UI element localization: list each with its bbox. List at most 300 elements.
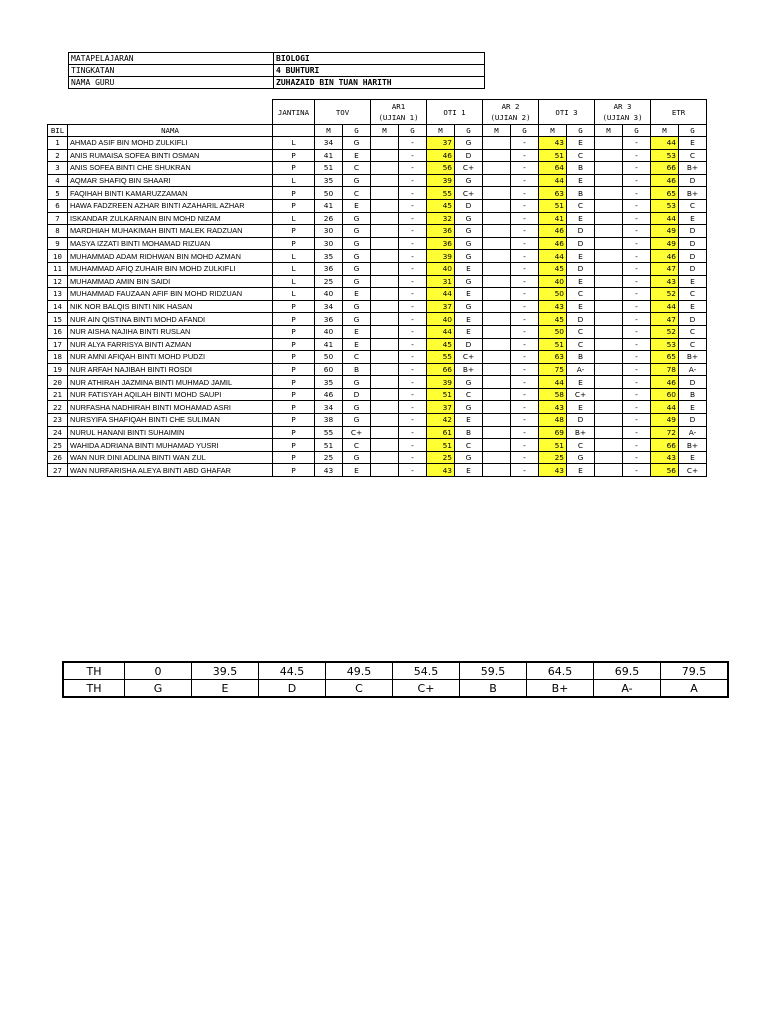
etr-grade[interactable]: B xyxy=(679,388,707,401)
etr-mark[interactable]: 44 xyxy=(651,212,679,225)
ar1-grade[interactable]: - xyxy=(399,237,427,250)
ar2-grade[interactable]: - xyxy=(511,199,539,212)
grade-letter-cell[interactable]: G xyxy=(125,680,192,698)
oti1-grade[interactable]: E xyxy=(455,262,483,275)
ar2-grade[interactable]: - xyxy=(511,237,539,250)
ar3-grade[interactable]: - xyxy=(623,275,651,288)
ar2-mark[interactable] xyxy=(483,439,511,452)
ar3-mark[interactable] xyxy=(595,426,623,439)
etr-grade[interactable]: D xyxy=(679,414,707,427)
etr-grade[interactable]: B+ xyxy=(679,439,707,452)
tov-mark[interactable]: 43 xyxy=(315,464,343,477)
tov-grade[interactable]: G xyxy=(343,313,371,326)
oti3-grade[interactable]: E xyxy=(567,137,595,150)
etr-grade[interactable]: D xyxy=(679,250,707,263)
ar3-mark[interactable] xyxy=(595,149,623,162)
gender-cell[interactable]: P xyxy=(273,426,315,439)
ar3-mark[interactable] xyxy=(595,376,623,389)
tov-grade[interactable]: C xyxy=(343,351,371,364)
student-name[interactable]: ISKANDAR ZULKARNAIN BIN MOHD NIZAM xyxy=(68,212,273,225)
etr-grade[interactable]: E xyxy=(679,451,707,464)
gender-cell[interactable]: P xyxy=(273,388,315,401)
row-number[interactable]: 18 xyxy=(48,351,68,364)
row-number[interactable]: 3 xyxy=(48,162,68,175)
tov-mark[interactable]: 50 xyxy=(315,187,343,200)
grade-threshold-cell[interactable]: 44.5 xyxy=(259,662,326,680)
gender-cell[interactable]: L xyxy=(273,262,315,275)
oti3-mark[interactable]: 43 xyxy=(539,401,567,414)
ar2-grade[interactable]: - xyxy=(511,250,539,263)
row-number[interactable]: 9 xyxy=(48,237,68,250)
ar3-mark[interactable] xyxy=(595,237,623,250)
student-name[interactable]: NURUL HANANI BINTI SUHAIMIN xyxy=(68,426,273,439)
tov-grade[interactable]: G xyxy=(343,212,371,225)
ar3-grade[interactable]: - xyxy=(623,414,651,427)
ar3-mark[interactable] xyxy=(595,137,623,150)
grade-threshold-cell[interactable]: 39.5 xyxy=(192,662,259,680)
oti1-mark[interactable]: 36 xyxy=(427,225,455,238)
student-name[interactable]: NURFASHA NADHIRAH BINTI MOHAMAD ASRI xyxy=(68,401,273,414)
gender-cell[interactable]: L xyxy=(273,288,315,301)
etr-mark[interactable]: 44 xyxy=(651,137,679,150)
ar2-mark[interactable] xyxy=(483,275,511,288)
ar2-grade[interactable]: - xyxy=(511,363,539,376)
oti3-grade[interactable]: E xyxy=(567,250,595,263)
student-name[interactable]: HAWA FADZREEN AZHAR BINTI AZAHARIL AZHAR xyxy=(68,199,273,212)
student-name[interactable]: MUHAMMAD AFIQ ZUHAIR BIN MOHD ZULKIFLI xyxy=(68,262,273,275)
oti3-grade[interactable]: B xyxy=(567,351,595,364)
gender-cell[interactable]: P xyxy=(273,363,315,376)
ar1-mark[interactable] xyxy=(371,262,399,275)
etr-grade[interactable]: E xyxy=(679,300,707,313)
etr-grade[interactable]: C xyxy=(679,338,707,351)
tov-grade[interactable]: G xyxy=(343,237,371,250)
tov-mark[interactable]: 51 xyxy=(315,439,343,452)
tov-grade[interactable]: E xyxy=(343,288,371,301)
gender-cell[interactable]: P xyxy=(273,162,315,175)
oti3-mark[interactable]: 45 xyxy=(539,262,567,275)
gender-cell[interactable]: P xyxy=(273,325,315,338)
oti1-mark[interactable]: 37 xyxy=(427,401,455,414)
ar1-mark[interactable] xyxy=(371,363,399,376)
tov-mark[interactable]: 30 xyxy=(315,225,343,238)
ar1-grade[interactable]: - xyxy=(399,187,427,200)
subject-value[interactable]: BIOLOGI xyxy=(274,53,485,65)
teacher-value[interactable]: ZUHAZAID BIN TUAN HARITH xyxy=(274,77,485,89)
ar3-grade[interactable]: - xyxy=(623,451,651,464)
ar2-grade[interactable]: - xyxy=(511,325,539,338)
ar1-mark[interactable] xyxy=(371,225,399,238)
grade-threshold-cell[interactable]: 69.5 xyxy=(594,662,661,680)
gender-cell[interactable]: P xyxy=(273,414,315,427)
ar2-mark[interactable] xyxy=(483,174,511,187)
gender-cell[interactable]: P xyxy=(273,351,315,364)
ar1-mark[interactable] xyxy=(371,451,399,464)
ar3-mark[interactable] xyxy=(595,338,623,351)
ar1-grade[interactable]: - xyxy=(399,338,427,351)
row-number[interactable]: 20 xyxy=(48,376,68,389)
ar2-grade[interactable]: - xyxy=(511,401,539,414)
ar3-grade[interactable]: - xyxy=(623,363,651,376)
oti3-grade[interactable]: C xyxy=(567,325,595,338)
row-number[interactable]: 15 xyxy=(48,313,68,326)
oti1-mark[interactable]: 55 xyxy=(427,351,455,364)
row-number[interactable]: 2 xyxy=(48,149,68,162)
grade-threshold-cell[interactable]: 54.5 xyxy=(393,662,460,680)
oti3-mark[interactable]: 50 xyxy=(539,325,567,338)
ar1-grade[interactable]: - xyxy=(399,162,427,175)
student-name[interactable]: MUHAMMAD ADAM RIDHWAN BIN MOHD AZMAN xyxy=(68,250,273,263)
ar3-mark[interactable] xyxy=(595,199,623,212)
ar1-grade[interactable]: - xyxy=(399,451,427,464)
gender-cell[interactable]: L xyxy=(273,275,315,288)
oti3-mark[interactable]: 64 xyxy=(539,162,567,175)
row-number[interactable]: 16 xyxy=(48,325,68,338)
ar2-grade[interactable]: - xyxy=(511,313,539,326)
tov-grade[interactable]: B xyxy=(343,363,371,376)
gender-cell[interactable]: P xyxy=(273,225,315,238)
grade-letter-cell[interactable]: C xyxy=(326,680,393,698)
ar1-mark[interactable] xyxy=(371,174,399,187)
tov-grade[interactable]: G xyxy=(343,414,371,427)
gender-cell[interactable]: P xyxy=(273,338,315,351)
tov-mark[interactable]: 30 xyxy=(315,237,343,250)
ar1-mark[interactable] xyxy=(371,401,399,414)
grade-letter-cell[interactable]: TH xyxy=(63,680,125,698)
row-number[interactable]: 23 xyxy=(48,414,68,427)
row-number[interactable]: 5 xyxy=(48,187,68,200)
ar3-mark[interactable] xyxy=(595,225,623,238)
oti1-mark[interactable]: 37 xyxy=(427,300,455,313)
oti3-mark[interactable]: 45 xyxy=(539,313,567,326)
ar1-mark[interactable] xyxy=(371,388,399,401)
etr-grade[interactable]: B+ xyxy=(679,187,707,200)
ar3-grade[interactable]: - xyxy=(623,187,651,200)
tov-mark[interactable]: 46 xyxy=(315,388,343,401)
ar2-grade[interactable]: - xyxy=(511,212,539,225)
oti1-mark[interactable]: 43 xyxy=(427,464,455,477)
tov-grade[interactable]: G xyxy=(343,250,371,263)
gender-cell[interactable]: P xyxy=(273,149,315,162)
ar1-grade[interactable]: - xyxy=(399,212,427,225)
tov-grade[interactable]: G xyxy=(343,225,371,238)
gender-cell[interactable]: P xyxy=(273,199,315,212)
gender-cell[interactable]: P xyxy=(273,237,315,250)
etr-mark[interactable]: 46 xyxy=(651,376,679,389)
row-number[interactable]: 14 xyxy=(48,300,68,313)
student-name[interactable]: WAN NURFARISHA ALEYA BINTI ABD GHAFAR xyxy=(68,464,273,477)
ar3-mark[interactable] xyxy=(595,464,623,477)
oti3-grade[interactable]: D xyxy=(567,237,595,250)
oti1-mark[interactable]: 36 xyxy=(427,237,455,250)
tov-mark[interactable]: 35 xyxy=(315,250,343,263)
oti1-grade[interactable]: G xyxy=(455,225,483,238)
ar1-grade[interactable]: - xyxy=(399,464,427,477)
oti1-mark[interactable]: 40 xyxy=(427,262,455,275)
oti1-grade[interactable]: B xyxy=(455,426,483,439)
ar3-grade[interactable]: - xyxy=(623,174,651,187)
etr-grade[interactable]: C xyxy=(679,149,707,162)
oti3-mark[interactable]: 48 xyxy=(539,414,567,427)
ar1-mark[interactable] xyxy=(371,313,399,326)
row-number[interactable]: 26 xyxy=(48,451,68,464)
row-number[interactable]: 10 xyxy=(48,250,68,263)
tov-grade[interactable]: G xyxy=(343,174,371,187)
grade-letter-cell[interactable]: B xyxy=(460,680,527,698)
ar2-grade[interactable]: - xyxy=(511,414,539,427)
etr-grade[interactable]: C+ xyxy=(679,464,707,477)
oti1-mark[interactable]: 31 xyxy=(427,275,455,288)
gender-cell[interactable]: P xyxy=(273,300,315,313)
oti1-mark[interactable]: 25 xyxy=(427,451,455,464)
etr-grade[interactable]: D xyxy=(679,174,707,187)
ar2-grade[interactable]: - xyxy=(511,388,539,401)
student-name[interactable]: AHMAD ASIF BIN MOHD ZULKIFLI xyxy=(68,137,273,150)
grade-threshold-cell[interactable]: 49.5 xyxy=(326,662,393,680)
ar2-grade[interactable]: - xyxy=(511,174,539,187)
student-name[interactable]: WAHIDA ADRIANA BINTI MUHAMAD YUSRI xyxy=(68,439,273,452)
oti1-mark[interactable]: 39 xyxy=(427,174,455,187)
oti3-grade[interactable]: E xyxy=(567,275,595,288)
row-number[interactable]: 4 xyxy=(48,174,68,187)
ar1-grade[interactable]: - xyxy=(399,149,427,162)
tov-grade[interactable]: C xyxy=(343,162,371,175)
ar2-mark[interactable] xyxy=(483,351,511,364)
oti3-grade[interactable]: D xyxy=(567,225,595,238)
ar1-mark[interactable] xyxy=(371,351,399,364)
grade-letter-cell[interactable]: D xyxy=(259,680,326,698)
ar3-mark[interactable] xyxy=(595,288,623,301)
student-name[interactable]: NUR ARFAH NAJIBAH BINTI ROSDI xyxy=(68,363,273,376)
oti3-grade[interactable]: E xyxy=(567,174,595,187)
oti3-mark[interactable]: 44 xyxy=(539,250,567,263)
ar3-grade[interactable]: - xyxy=(623,262,651,275)
student-name[interactable]: NUR ALYA FARRISYA BINTI AZMAN xyxy=(68,338,273,351)
tov-grade[interactable]: G xyxy=(343,300,371,313)
oti1-grade[interactable]: D xyxy=(455,338,483,351)
oti3-mark[interactable]: 51 xyxy=(539,439,567,452)
ar1-mark[interactable] xyxy=(371,300,399,313)
oti1-grade[interactable]: D xyxy=(455,199,483,212)
tov-grade[interactable]: C xyxy=(343,439,371,452)
tov-grade[interactable]: G xyxy=(343,137,371,150)
ar2-mark[interactable] xyxy=(483,388,511,401)
grade-letter-cell[interactable]: E xyxy=(192,680,259,698)
row-number[interactable]: 7 xyxy=(48,212,68,225)
etr-mark[interactable]: 49 xyxy=(651,237,679,250)
ar2-grade[interactable]: - xyxy=(511,149,539,162)
gender-cell[interactable]: L xyxy=(273,174,315,187)
oti1-grade[interactable]: G xyxy=(455,376,483,389)
ar2-grade[interactable]: - xyxy=(511,376,539,389)
tov-grade[interactable]: E xyxy=(343,464,371,477)
etr-mark[interactable]: 66 xyxy=(651,162,679,175)
etr-grade[interactable]: D xyxy=(679,313,707,326)
gender-cell[interactable]: P xyxy=(273,439,315,452)
ar1-grade[interactable]: - xyxy=(399,199,427,212)
oti3-mark[interactable]: 44 xyxy=(539,174,567,187)
ar3-grade[interactable]: - xyxy=(623,300,651,313)
etr-mark[interactable]: 56 xyxy=(651,464,679,477)
oti3-grade[interactable]: B+ xyxy=(567,426,595,439)
ar3-mark[interactable] xyxy=(595,212,623,225)
ar2-mark[interactable] xyxy=(483,313,511,326)
ar3-grade[interactable]: - xyxy=(623,137,651,150)
ar2-grade[interactable]: - xyxy=(511,162,539,175)
ar1-grade[interactable]: - xyxy=(399,288,427,301)
tov-mark[interactable]: 34 xyxy=(315,300,343,313)
ar1-grade[interactable]: - xyxy=(399,414,427,427)
gender-cell[interactable]: P xyxy=(273,464,315,477)
oti3-grade[interactable]: E xyxy=(567,376,595,389)
ar2-grade[interactable]: - xyxy=(511,262,539,275)
etr-mark[interactable]: 53 xyxy=(651,199,679,212)
ar1-grade[interactable]: - xyxy=(399,137,427,150)
oti3-mark[interactable]: 75 xyxy=(539,363,567,376)
oti1-grade[interactable]: E xyxy=(455,325,483,338)
oti1-mark[interactable]: 56 xyxy=(427,162,455,175)
etr-mark[interactable]: 43 xyxy=(651,275,679,288)
tov-mark[interactable]: 51 xyxy=(315,162,343,175)
ar2-grade[interactable]: - xyxy=(511,426,539,439)
ar3-grade[interactable]: - xyxy=(623,351,651,364)
oti1-mark[interactable]: 44 xyxy=(427,288,455,301)
oti3-grade[interactable]: C xyxy=(567,338,595,351)
ar1-mark[interactable] xyxy=(371,325,399,338)
ar3-grade[interactable]: - xyxy=(623,376,651,389)
tov-mark[interactable]: 35 xyxy=(315,376,343,389)
ar2-grade[interactable]: - xyxy=(511,288,539,301)
row-number[interactable]: 17 xyxy=(48,338,68,351)
ar1-mark[interactable] xyxy=(371,149,399,162)
ar1-grade[interactable]: - xyxy=(399,174,427,187)
student-name[interactable]: NIK NOR BALQIS BINTI NIK HASAN xyxy=(68,300,273,313)
tov-mark[interactable]: 26 xyxy=(315,212,343,225)
oti1-mark[interactable]: 37 xyxy=(427,137,455,150)
etr-grade[interactable]: D xyxy=(679,376,707,389)
tov-mark[interactable]: 50 xyxy=(315,351,343,364)
ar2-mark[interactable] xyxy=(483,137,511,150)
etr-grade[interactable]: D xyxy=(679,262,707,275)
oti1-grade[interactable]: G xyxy=(455,451,483,464)
student-name[interactable]: FAQIHAH BINTI KAMARUZZAMAN xyxy=(68,187,273,200)
oti1-grade[interactable]: B+ xyxy=(455,363,483,376)
oti3-grade[interactable]: E xyxy=(567,212,595,225)
ar3-mark[interactable] xyxy=(595,174,623,187)
oti1-grade[interactable]: C+ xyxy=(455,162,483,175)
ar2-mark[interactable] xyxy=(483,225,511,238)
ar1-grade[interactable]: - xyxy=(399,351,427,364)
student-name[interactable]: MASYA IZZATI BINTI MOHAMAD RIZUAN xyxy=(68,237,273,250)
ar3-mark[interactable] xyxy=(595,313,623,326)
oti1-mark[interactable]: 46 xyxy=(427,149,455,162)
tov-mark[interactable]: 40 xyxy=(315,325,343,338)
etr-mark[interactable]: 60 xyxy=(651,388,679,401)
ar1-mark[interactable] xyxy=(371,338,399,351)
ar1-mark[interactable] xyxy=(371,464,399,477)
ar2-grade[interactable]: - xyxy=(511,225,539,238)
tov-grade[interactable]: D xyxy=(343,388,371,401)
oti3-grade[interactable]: B xyxy=(567,162,595,175)
ar3-grade[interactable]: - xyxy=(623,250,651,263)
student-name[interactable]: AQMAR SHAFIQ BIN SHAARI xyxy=(68,174,273,187)
tov-mark[interactable]: 34 xyxy=(315,401,343,414)
student-name[interactable]: NUR AIN QISTINA BINTI MOHD AFANDI xyxy=(68,313,273,326)
oti1-mark[interactable]: 66 xyxy=(427,363,455,376)
ar2-grade[interactable]: - xyxy=(511,275,539,288)
student-name[interactable]: MUHAMMAD FAUZAAN AFIF BIN MOHD RIDZUAN xyxy=(68,288,273,301)
etr-grade[interactable]: E xyxy=(679,401,707,414)
etr-mark[interactable]: 72 xyxy=(651,426,679,439)
ar1-mark[interactable] xyxy=(371,439,399,452)
etr-mark[interactable]: 47 xyxy=(651,313,679,326)
student-name[interactable]: NURSYIFA SHAFIQAH BINTI CHE SULIMAN xyxy=(68,414,273,427)
etr-mark[interactable]: 52 xyxy=(651,288,679,301)
student-name[interactable]: MUHAMMAD AMIN BIN SAIDI xyxy=(68,275,273,288)
ar2-grade[interactable]: - xyxy=(511,464,539,477)
ar1-mark[interactable] xyxy=(371,250,399,263)
ar2-mark[interactable] xyxy=(483,300,511,313)
ar2-mark[interactable] xyxy=(483,451,511,464)
ar3-mark[interactable] xyxy=(595,262,623,275)
oti1-grade[interactable]: G xyxy=(455,300,483,313)
gender-cell[interactable]: L xyxy=(273,137,315,150)
oti3-mark[interactable]: 51 xyxy=(539,338,567,351)
oti3-mark[interactable]: 50 xyxy=(539,288,567,301)
ar2-mark[interactable] xyxy=(483,162,511,175)
etr-mark[interactable]: 52 xyxy=(651,325,679,338)
ar3-mark[interactable] xyxy=(595,250,623,263)
oti1-grade[interactable]: E xyxy=(455,288,483,301)
etr-grade[interactable]: C xyxy=(679,288,707,301)
gender-cell[interactable]: L xyxy=(273,212,315,225)
tov-grade[interactable]: G xyxy=(343,262,371,275)
student-name[interactable]: NUR AMNI AFIQAH BINTI MOHD PUDZI xyxy=(68,351,273,364)
row-number[interactable]: 19 xyxy=(48,363,68,376)
ar3-grade[interactable]: - xyxy=(623,288,651,301)
oti1-grade[interactable]: E xyxy=(455,313,483,326)
ar1-grade[interactable]: - xyxy=(399,225,427,238)
etr-mark[interactable]: 53 xyxy=(651,149,679,162)
etr-grade[interactable]: E xyxy=(679,275,707,288)
student-name[interactable]: MARDHIAH MUHAKIMAH BINTI MALEK RADZUAN xyxy=(68,225,273,238)
level-value[interactable]: 4 BUHTURI xyxy=(274,65,485,77)
ar2-grade[interactable]: - xyxy=(511,137,539,150)
tov-mark[interactable]: 55 xyxy=(315,426,343,439)
ar3-grade[interactable]: - xyxy=(623,426,651,439)
ar3-grade[interactable]: - xyxy=(623,338,651,351)
row-number[interactable]: 21 xyxy=(48,388,68,401)
etr-grade[interactable]: C xyxy=(679,199,707,212)
oti3-grade[interactable]: C xyxy=(567,288,595,301)
ar3-mark[interactable] xyxy=(595,187,623,200)
ar3-mark[interactable] xyxy=(595,162,623,175)
oti3-mark[interactable]: 63 xyxy=(539,351,567,364)
ar3-grade[interactable]: - xyxy=(623,225,651,238)
tov-grade[interactable]: E xyxy=(343,199,371,212)
oti1-grade[interactable]: G xyxy=(455,275,483,288)
oti3-mark[interactable]: 63 xyxy=(539,187,567,200)
etr-mark[interactable]: 46 xyxy=(651,250,679,263)
oti3-grade[interactable]: A- xyxy=(567,363,595,376)
ar1-mark[interactable] xyxy=(371,426,399,439)
ar1-mark[interactable] xyxy=(371,212,399,225)
oti1-mark[interactable]: 44 xyxy=(427,325,455,338)
oti1-grade[interactable]: G xyxy=(455,250,483,263)
ar3-grade[interactable]: - xyxy=(623,149,651,162)
oti1-mark[interactable]: 51 xyxy=(427,439,455,452)
oti3-mark[interactable]: 69 xyxy=(539,426,567,439)
